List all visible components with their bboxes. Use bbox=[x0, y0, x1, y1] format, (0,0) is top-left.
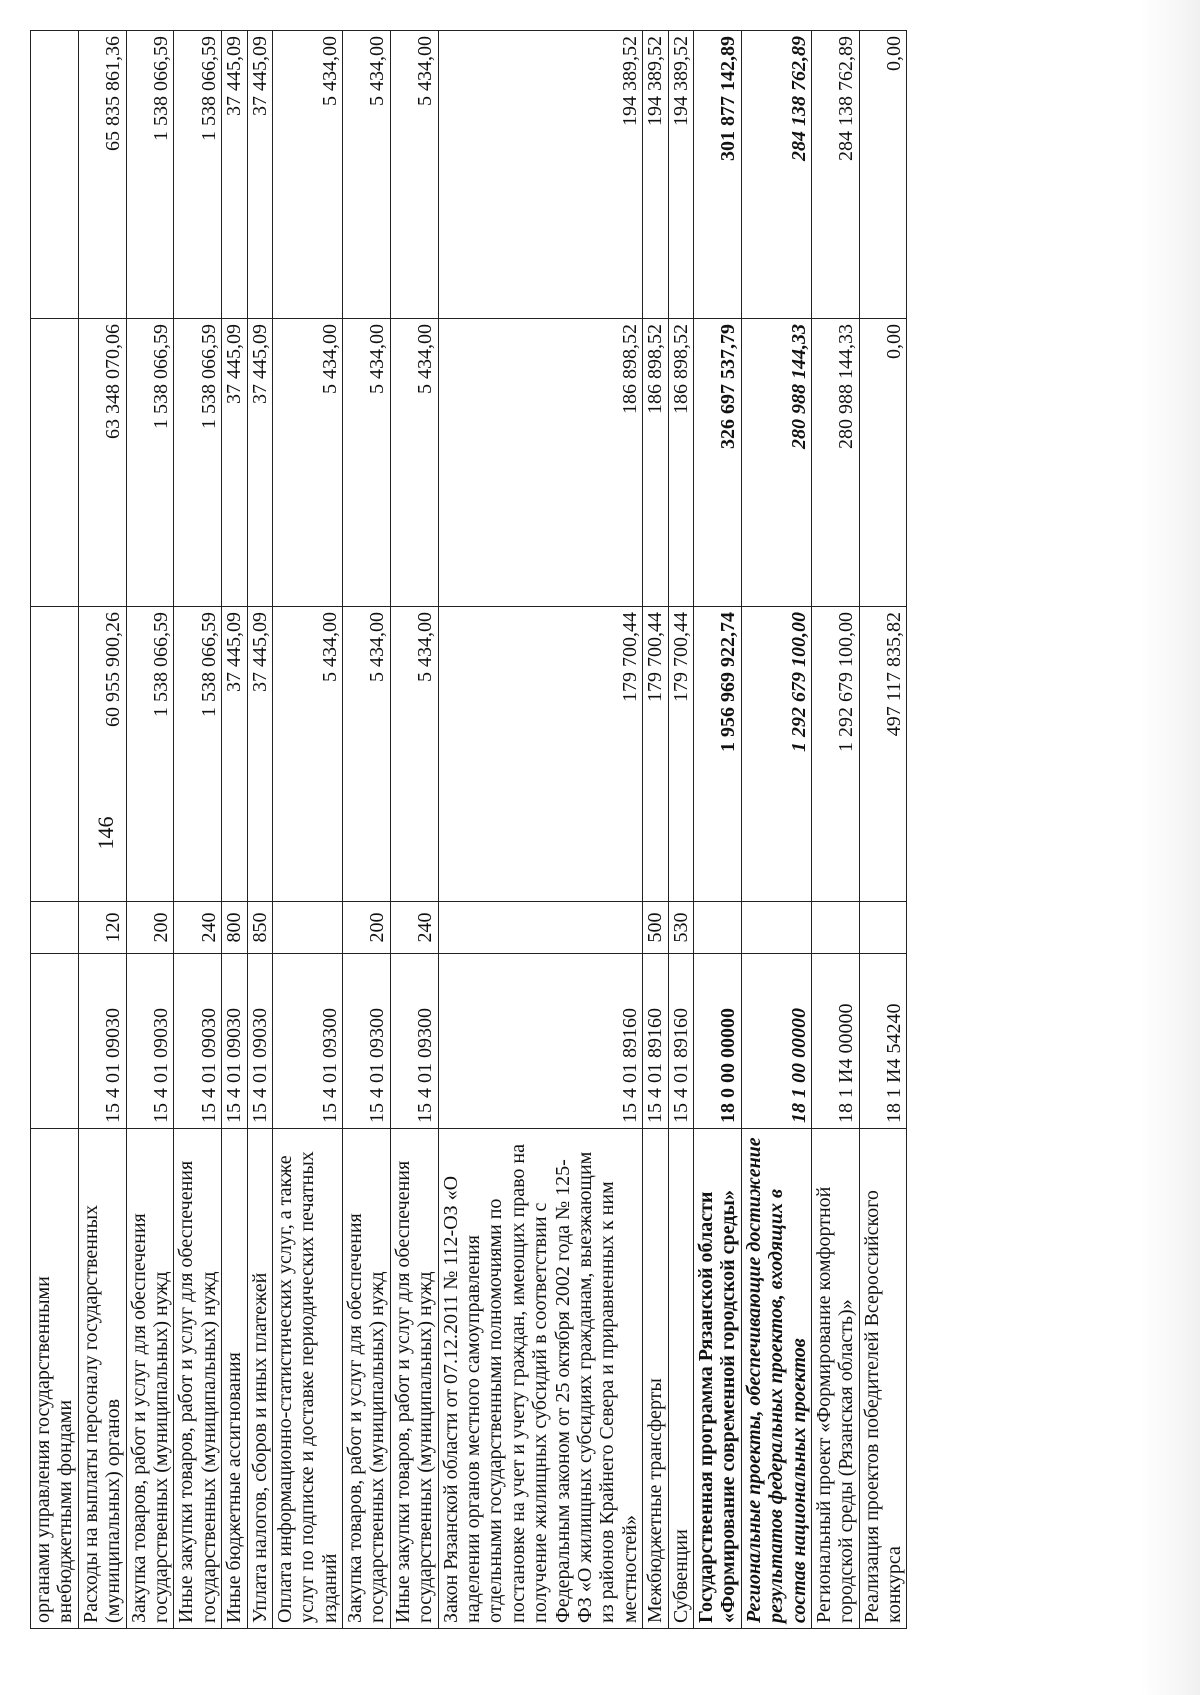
row-amount-year2-cell: 186 898,52 bbox=[438, 319, 643, 607]
row-amount-year3-cell: 194 389,52 bbox=[643, 31, 668, 319]
row-code-cell: 15 4 01 89160 bbox=[438, 954, 643, 1129]
row-amount-year2-cell: 37 445,09 bbox=[222, 319, 247, 607]
table-row bbox=[174, 31, 222, 1629]
table-row bbox=[343, 31, 391, 1629]
budget-table bbox=[30, 30, 907, 1629]
row-amount-year2-cell: 186 898,52 bbox=[643, 319, 668, 607]
row-amount-year2-cell: 1 538 066,59 bbox=[174, 319, 222, 607]
row-code-cell: 15 4 01 09030 bbox=[78, 954, 126, 1129]
row-name-cell: Расходы на выплаты персоналу государственных (муниципальных) органов bbox=[78, 1129, 126, 1629]
row-amount-year1-cell: 60 955 900,26 bbox=[78, 607, 126, 902]
row-amount-year1-cell: 1 292 679 100,00 bbox=[811, 607, 859, 902]
row-code-cell: 15 4 01 09030 bbox=[222, 954, 247, 1129]
table-row bbox=[31, 31, 79, 1629]
row-vr-cell bbox=[438, 902, 643, 954]
table-row bbox=[247, 31, 272, 1629]
row-amount-year3-cell: 5 434,00 bbox=[272, 31, 342, 319]
row-amount-year1-cell: 179 700,44 bbox=[438, 607, 643, 902]
row-amount-year1-cell: 179 700,44 bbox=[668, 607, 693, 902]
row-code-cell: 15 4 01 89160 bbox=[668, 954, 693, 1129]
row-name-cell: Субвенции bbox=[668, 1129, 693, 1629]
row-code-cell: 18 1 И4 54240 bbox=[859, 954, 907, 1129]
row-amount-year3-cell: 37 445,09 bbox=[247, 31, 272, 319]
row-amount-year3-cell: 284 138 762,89 bbox=[811, 31, 859, 319]
row-amount-year1-cell bbox=[31, 607, 79, 902]
row-amount-year1-cell: 497 117 835,82 bbox=[859, 607, 907, 902]
row-amount-year2-cell: 5 434,00 bbox=[390, 319, 438, 607]
row-name-cell: Иные закупки товаров, работ и услуг для обеспечения государственных (муниципальных) нужд bbox=[174, 1129, 222, 1629]
row-vr-cell: 800 bbox=[222, 902, 247, 954]
row-amount-year3-cell: 37 445,09 bbox=[222, 31, 247, 319]
row-name-cell: Региональный проект «Формирование комфортной городской среды (Рязанская область)» bbox=[811, 1129, 859, 1629]
row-name-cell: Иные закупки товаров, работ и услуг для обеспечения государственных (муниципальных) нужд bbox=[390, 1129, 438, 1629]
row-name-cell: Оплата информационно-статистических услуг, а также услуг по подписке и доставке периодических печатных изданий bbox=[272, 1129, 342, 1629]
row-code-cell: 15 4 01 09030 bbox=[126, 954, 174, 1129]
row-name-cell: Государственная программа Рязанской области «Формирование современной городской среды» bbox=[693, 1129, 741, 1629]
row-amount-year2-cell: 280 988 144,33 bbox=[811, 319, 859, 607]
table-row bbox=[859, 31, 907, 1629]
budget-table-body bbox=[31, 31, 907, 1629]
row-name-cell: Закупка товаров, работ и услуг для обеспечения государственных (муниципальных) нужд bbox=[126, 1129, 174, 1629]
table-row bbox=[126, 31, 174, 1629]
row-amount-year2-cell: 37 445,09 bbox=[247, 319, 272, 607]
row-amount-year3-cell: 5 434,00 bbox=[390, 31, 438, 319]
row-code-cell: 15 4 01 89160 bbox=[643, 954, 668, 1129]
row-name-cell: Закон Рязанской области от 07.12.2011 № 112-ОЗ «О наделении органов местного самоуправления отдельными государственными полномочиями по постановке на учет и учету граждан, имеющих право на получение жилищных субсидий в соответствии с Федеральным законом от 25 октября 2002 года № 125-ФЗ «О жилищных субсидиях гражданам, выезжающим из районов Крайнего Севера и приравненных к ним местностей» bbox=[438, 1129, 643, 1629]
row-vr-cell: 240 bbox=[174, 902, 222, 954]
table-row bbox=[668, 31, 693, 1629]
table-row bbox=[78, 31, 126, 1629]
row-amount-year2-cell bbox=[31, 319, 79, 607]
table-row bbox=[222, 31, 247, 1629]
row-vr-cell: 530 bbox=[668, 902, 693, 954]
table-row bbox=[272, 31, 342, 1629]
row-amount-year3-cell: 194 389,52 bbox=[668, 31, 693, 319]
row-amount-year1-cell: 1 538 066,59 bbox=[174, 607, 222, 902]
row-amount-year3-cell: 5 434,00 bbox=[343, 31, 391, 319]
table-row bbox=[693, 31, 741, 1629]
row-vr-cell bbox=[741, 902, 811, 954]
row-amount-year2-cell: 63 348 070,06 bbox=[78, 319, 126, 607]
row-name-cell: Закупка товаров, работ и услуг для обеспечения государственных (муниципальных) нужд bbox=[343, 1129, 391, 1629]
row-name-cell: органами управления государственными внебюджетными фондами bbox=[31, 1129, 79, 1629]
row-vr-cell bbox=[693, 902, 741, 954]
row-vr-cell: 500 bbox=[643, 902, 668, 954]
row-amount-year2-cell: 5 434,00 bbox=[343, 319, 391, 607]
scan-edge-shadow bbox=[1140, 0, 1200, 1695]
row-amount-year3-cell: 65 835 861,36 bbox=[78, 31, 126, 319]
row-vr-cell bbox=[859, 902, 907, 954]
row-amount-year3-cell: 194 389,52 bbox=[438, 31, 643, 319]
row-code-cell: 18 1 И4 00000 bbox=[811, 954, 859, 1129]
row-amount-year2-cell: 0,00 bbox=[859, 319, 907, 607]
row-name-cell: Реализация проектов победителей Всероссийского конкурса bbox=[859, 1129, 907, 1629]
row-amount-year2-cell: 5 434,00 bbox=[272, 319, 342, 607]
row-vr-cell: 120 bbox=[78, 902, 126, 954]
row-code-cell: 18 1 00 00000 bbox=[741, 954, 811, 1129]
row-code-cell: 15 4 01 09300 bbox=[343, 954, 391, 1129]
row-amount-year1-cell: 37 445,09 bbox=[247, 607, 272, 902]
row-code-cell: 18 0 00 00000 bbox=[693, 954, 741, 1129]
row-name-cell: Уплата налогов, сборов и иных платежей bbox=[247, 1129, 272, 1629]
row-amount-year3-cell: 301 877 142,89 bbox=[693, 31, 741, 319]
row-code-cell: 15 4 01 09030 bbox=[174, 954, 222, 1129]
row-amount-year1-cell: 1 538 066,59 bbox=[126, 607, 174, 902]
table-row bbox=[741, 31, 811, 1629]
row-vr-cell: 850 bbox=[247, 902, 272, 954]
table-row bbox=[643, 31, 668, 1629]
row-vr-cell: 200 bbox=[343, 902, 391, 954]
row-name-cell: Иные бюджетные ассигнования bbox=[222, 1129, 247, 1629]
row-amount-year2-cell: 280 988 144,33 bbox=[741, 319, 811, 607]
row-amount-year1-cell: 5 434,00 bbox=[343, 607, 391, 902]
row-amount-year1-cell: 5 434,00 bbox=[390, 607, 438, 902]
row-vr-cell bbox=[272, 902, 342, 954]
rotated-page-content bbox=[30, 31, 1044, 1629]
row-vr-cell bbox=[31, 902, 79, 954]
row-amount-year1-cell: 1 956 969 922,74 bbox=[693, 607, 741, 902]
row-name-cell: Региональные проекты, обеспечивающие достижение результатов федеральных проектов, входящих в состав национальных проектов bbox=[741, 1129, 811, 1629]
row-amount-year1-cell: 37 445,09 bbox=[222, 607, 247, 902]
table-row bbox=[390, 31, 438, 1629]
row-amount-year3-cell: 284 138 762,89 bbox=[741, 31, 811, 319]
page-number: 146 bbox=[93, 816, 118, 850]
row-vr-cell: 200 bbox=[126, 902, 174, 954]
row-amount-year2-cell: 326 697 537,79 bbox=[693, 319, 741, 607]
row-amount-year3-cell: 0,00 bbox=[859, 31, 907, 319]
row-amount-year3-cell bbox=[31, 31, 79, 319]
row-code-cell: 15 4 01 09030 bbox=[247, 954, 272, 1129]
row-vr-cell: 240 bbox=[390, 902, 438, 954]
row-amount-year1-cell: 179 700,44 bbox=[643, 607, 668, 902]
row-vr-cell bbox=[811, 902, 859, 954]
row-name-cell: Межбюджетные трансферты bbox=[643, 1129, 668, 1629]
row-amount-year1-cell: 5 434,00 bbox=[272, 607, 342, 902]
row-code-cell: 15 4 01 09300 bbox=[272, 954, 342, 1129]
table-row bbox=[811, 31, 859, 1629]
table-row bbox=[438, 31, 643, 1629]
row-code-cell bbox=[31, 954, 79, 1129]
row-amount-year3-cell: 1 538 066,59 bbox=[126, 31, 174, 319]
row-amount-year2-cell: 1 538 066,59 bbox=[126, 319, 174, 607]
row-amount-year2-cell: 186 898,52 bbox=[668, 319, 693, 607]
row-code-cell: 15 4 01 09300 bbox=[390, 954, 438, 1129]
row-amount-year3-cell: 1 538 066,59 bbox=[174, 31, 222, 319]
row-amount-year1-cell: 1 292 679 100,00 bbox=[741, 607, 811, 902]
